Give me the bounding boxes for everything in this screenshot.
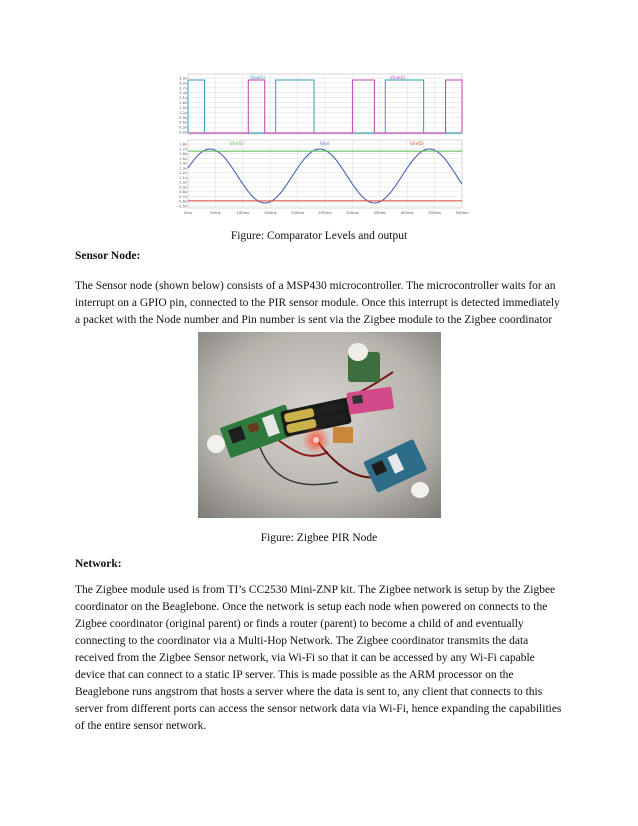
x-tick-label: 250ms (318, 210, 332, 215)
x-tick-label: 0ms (183, 210, 193, 215)
comparator-waveform-figure (170, 72, 469, 218)
figure1-caption: Figure: Comparator Levels and output (230, 230, 408, 242)
paragraph-line: Beaglebone runs angstrom that hosts a server where the data is sent to, any client that connects to this (75, 686, 543, 698)
paragraph-line: interrupt on a GPIO pin, connected to the PIR sensor module. Once this interrupt is detected immediately (75, 297, 560, 309)
y-tick-label: 2.7v (179, 86, 187, 91)
legend-label: V(out2) (390, 75, 405, 80)
legend-label: V(ref1) (230, 141, 244, 146)
y-tick-label: 0.3v (179, 125, 187, 130)
y-tick-label: 1.1v (179, 175, 187, 180)
network-heading: Network: (75, 558, 122, 570)
paragraph-line: Zigbee coordinator (original parent) or finds a router (parent) to become a child of and eventually (75, 618, 524, 630)
sensor-node-paragraph (75, 278, 571, 329)
photo-illustration (198, 332, 441, 518)
y-tick-label: 0.9v (179, 115, 187, 120)
paragraph-line: a packet with the Node number and Pin number is sent via the Zigbee module to the Zigbee coordinator (75, 314, 553, 326)
paragraph-line: The Sensor node (shown below) consists of a MSP430 microcontroller. The microcontroller waits for an (75, 280, 556, 292)
y-tick-label: 0.6v (179, 120, 187, 125)
x-tick-label: 350ms (373, 210, 387, 215)
figure2-caption: Figure: Zigbee PIR Node (260, 532, 378, 544)
paragraph-line: of the entire sensor network. (75, 720, 207, 732)
y-tick-label: 1.3v (179, 166, 187, 171)
input-panel (179, 140, 468, 215)
legend-label: V(out1) (250, 75, 265, 80)
y-tick-label: 3.0v (179, 81, 187, 86)
x-tick-label: 400ms (400, 210, 414, 215)
zigbee-pir-node-photo (198, 332, 441, 518)
x-tick-label: 150ms (263, 210, 277, 215)
y-tick-label: 1.6v (179, 152, 187, 157)
y-tick-label: 1.5v (179, 156, 187, 161)
y-tick-label: 1.5v (179, 105, 187, 110)
paragraph-line: The Zigbee module used is from TI’s CC2530 Mini-ZNP kit. The Zigbee network is setup by the Zigbee (75, 584, 556, 596)
y-tick-label: 3.3v (179, 76, 187, 81)
waveform-plot (170, 72, 469, 218)
x-tick-label: 100ms (236, 210, 250, 215)
y-tick-label: 0.9v (179, 185, 187, 190)
y-tick-label: 0.5v (179, 204, 187, 209)
paragraph-line: server from different ports can access the sensor network data via Wi-Fi, hence expanding the capabilities (75, 703, 562, 715)
sensor-node-heading: Sensor Node: (75, 250, 141, 262)
y-tick-label: 1.2v (179, 171, 187, 176)
y-tick-label: 1.8v (179, 101, 187, 106)
legend-label: V(ref2) (410, 141, 424, 146)
paragraph-line: coordinator on the Beaglebone. Once the network is setup each node when powered on connects to the (75, 601, 548, 613)
y-tick-label: 0.0v (179, 130, 187, 135)
paragraph-line: connecting to the coordinator via a Multi-Hop Network. The Zigbee coordinator transmits the data (75, 635, 529, 647)
network-paragraph (75, 582, 571, 735)
y-tick-label: 0.8v (179, 190, 187, 195)
y-tick-label: 1.0v (179, 180, 187, 185)
paragraph-line: device that can connect to a static IP server. This is made possible as the ARM processor on the (75, 669, 514, 681)
y-tick-label: 1.8v (179, 142, 187, 147)
y-tick-label: 0.7v (179, 194, 187, 199)
x-tick-label: 50ms (210, 210, 221, 215)
x-tick-label: 500ms (455, 210, 469, 215)
x-tick-label: 450ms (428, 210, 442, 215)
y-tick-label: 2.4v (179, 91, 187, 96)
x-tick-label: 200ms (291, 210, 305, 215)
legend-label: V(in) (320, 141, 330, 146)
y-tick-label: 1.7v (179, 147, 187, 152)
y-tick-label: 1.4v (179, 161, 187, 166)
paragraph-line: received from the Zigbee Sensor network, via Wi-Fi so that it can be accessed by any Wi-Fi capable (75, 652, 535, 664)
y-tick-label: 2.1v (179, 96, 187, 101)
y-tick-label: 0.6v (179, 199, 187, 204)
output-panel (179, 74, 462, 135)
x-tick-label: 300ms (345, 210, 359, 215)
y-tick-label: 1.2v (179, 110, 187, 115)
